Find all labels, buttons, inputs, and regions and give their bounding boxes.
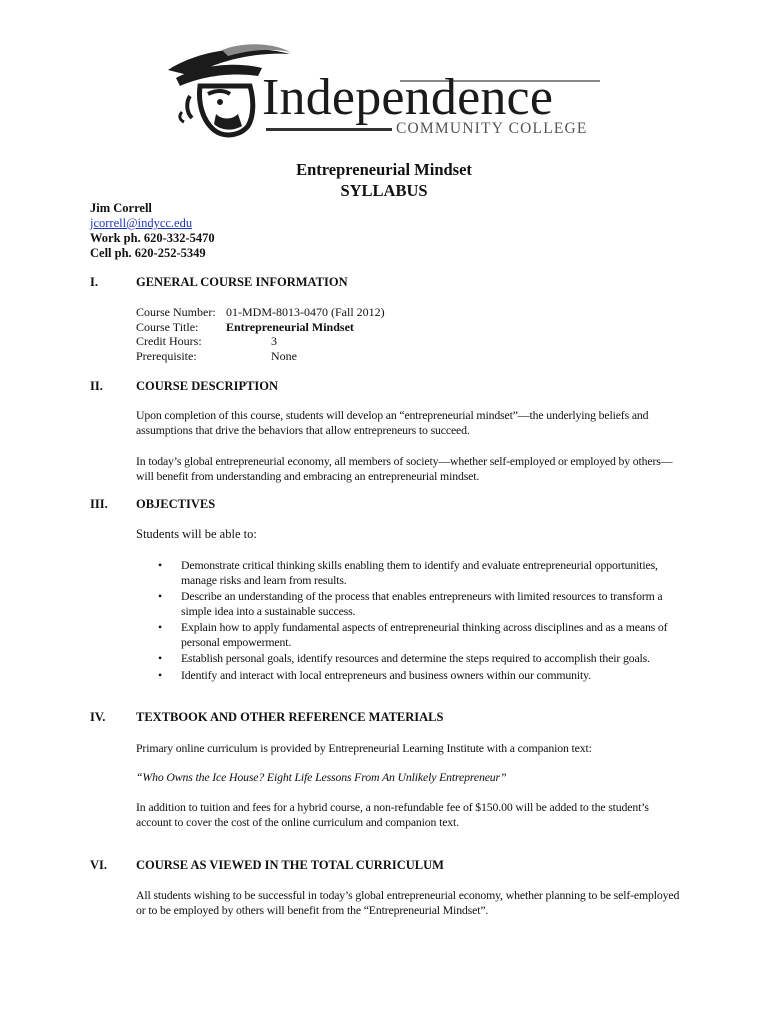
- course-description-paragraph-2: In today’s global entrepreneurial economy, all members of society—whether self-employed or employed by others—will benefit from understanding and embracing an entrepreneurial mindset.: [136, 454, 673, 483]
- course-description-paragraph-1: Upon completion of this course, students will develop an “entrepreneurial mindset”—the underlying beliefs and assumptions that drive the behaviors that allow entrepreneurs to succeed.: [136, 408, 649, 437]
- info-value: Entrepreneurial Mindset: [226, 319, 354, 334]
- logo-bottom-rule: [266, 128, 392, 131]
- textbook-title: “Who Owns the Ice House? Eight Life Lessons From An Unlikely Entrepreneur”: [136, 770, 507, 784]
- instructor-name: Jim Correll: [90, 201, 152, 215]
- objectives-list: [136, 558, 681, 684]
- college-logo: [162, 42, 607, 142]
- info-value: 01-MDM-8013-0470 (Fall 2012): [226, 305, 385, 319]
- course-title: Entrepreneurial Mindset: [296, 160, 472, 179]
- list-item: • Explain how to apply fundamental aspects of entrepreneurial thinking across disciplines and as a means of personal empowerment.: [158, 620, 668, 649]
- info-label: Course Title:: [136, 319, 199, 334]
- instructor-email-link[interactable]: jcorrell@indycc.edu: [90, 216, 193, 230]
- work-phone: Work ph. 620-332-5470: [90, 231, 215, 245]
- textbook-paragraph-2: In addition to tuition and fees for a hybrid course, a non-refundable fee of $150.00 will be added to the student’s account to cover the cost of the online curriculum and companion text.: [136, 800, 649, 829]
- list-item: • Establish personal goals, identify resources and determine the steps required to accomplish their goals.: [158, 651, 650, 665]
- instructor-contact: [90, 201, 215, 261]
- info-label: Prerequisite:: [136, 348, 197, 363]
- section-2-number: II.: [90, 379, 103, 393]
- section-6-title: COURSE AS VIEWED IN THE TOTAL CURRICULUM: [136, 858, 444, 872]
- document-type: SYLLABUS: [340, 181, 428, 200]
- logo-wordmark: Independence: [262, 69, 554, 126]
- info-label: Credit Hours:: [136, 334, 202, 349]
- section-1-title: GENERAL COURSE INFORMATION: [136, 275, 348, 289]
- section-4-title: TEXTBOOK AND OTHER REFERENCE MATERIALS: [136, 710, 444, 724]
- textbook-paragraph-1: Primary online curriculum is provided by Entrepreneurial Learning Institute with a companion text:: [136, 741, 592, 755]
- section-3-title: OBJECTIVES: [136, 497, 216, 511]
- list-item: • Identify and interact with local entrepreneurs and business owners within our community.: [158, 667, 591, 682]
- info-label: Course Number:: [136, 305, 216, 319]
- cell-phone: Cell ph. 620-252-5349: [90, 246, 206, 260]
- logo-subtitle: COMMUNITY COLLEGE: [396, 120, 588, 137]
- objectives-intro: Students will be able to:: [136, 527, 257, 541]
- info-value: None: [271, 348, 297, 363]
- section-2-title: COURSE DESCRIPTION: [136, 379, 279, 393]
- section-3-number: III.: [90, 497, 108, 511]
- curriculum-paragraph: All students wishing to be successful in today’s global entrepreneurial economy, whether planning to be self-employed or to be employed by others will benefit from the “Entrepreneurial Mindset”.: [136, 888, 680, 917]
- list-item: • Demonstrate critical thinking skills enabling them to identify and evaluate entrepreneurial opportunities, manage risks and learn from results.: [158, 558, 658, 587]
- section-4-number: IV.: [90, 710, 106, 724]
- list-item: • Describe an understanding of the process that enables entrepreneurs with limited resources to transform a simple idea into a sustainable success.: [158, 589, 663, 618]
- section-1-number: I.: [90, 275, 98, 289]
- section-6-number: VI.: [90, 858, 108, 872]
- info-value: 3: [271, 334, 277, 349]
